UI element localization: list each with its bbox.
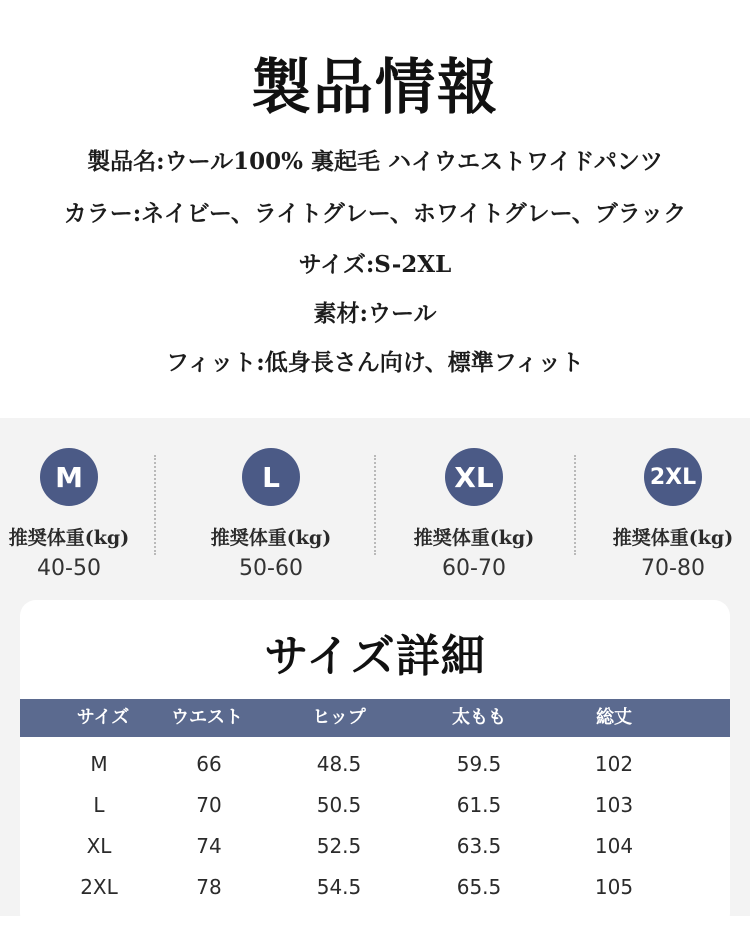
size-guide-l	[196, 448, 346, 581]
info-colors: カラー:ネイビー、ライトグレー、ホワイトグレー、ブラック	[63, 200, 687, 227]
cell-length: 103	[594, 793, 634, 817]
size-badge-xl: XL	[445, 448, 503, 506]
info-product-name: 製品名:ウール100% 裏起毛 ハイウエストワイドパンツ	[87, 148, 663, 175]
table-header	[20, 699, 730, 737]
weight-label: 推奨体重(kg)	[413, 527, 535, 549]
cell-thigh: 61.5	[456, 793, 502, 817]
cell-hip: 52.5	[316, 834, 362, 858]
divider	[154, 455, 156, 555]
column-header-waist: ウエスト	[171, 707, 243, 728]
divider	[374, 455, 376, 555]
cell-thigh: 63.5	[456, 834, 502, 858]
weight-range: 40-50	[37, 556, 101, 581]
size-badge-2xl: 2XL	[644, 448, 702, 506]
cell-thigh: 59.5	[456, 752, 502, 776]
cell-hip: 48.5	[316, 752, 362, 776]
cell-size: XL	[86, 834, 112, 858]
cell-length: 105	[594, 875, 634, 899]
cell-thigh: 65.5	[456, 875, 502, 899]
divider	[574, 455, 576, 555]
column-header-hip: ヒップ	[312, 707, 366, 728]
page-title: 製品情報	[251, 53, 499, 123]
cell-size: M	[90, 752, 108, 776]
weight-label: 推奨体重(kg)	[210, 527, 332, 549]
size-guide-2xl	[598, 448, 748, 581]
info-fit: フィット:低身長さん向け、標準フィット	[166, 349, 584, 376]
cell-hip: 54.5	[316, 875, 362, 899]
weight-range: 50-60	[239, 556, 303, 581]
size-badge-m: M	[40, 448, 98, 506]
cell-waist: 78	[196, 875, 222, 899]
column-header-size: サイズ	[76, 707, 130, 728]
cell-waist: 74	[196, 834, 222, 858]
info-material: 素材:ウール	[313, 300, 437, 327]
size-badge-l: L	[242, 448, 300, 506]
cell-size: L	[93, 793, 105, 817]
cell-length: 102	[594, 752, 634, 776]
column-header-thigh: 太もも	[452, 707, 506, 728]
cell-waist: 66	[196, 752, 222, 776]
size-guide-m	[0, 448, 144, 581]
weight-label: 推奨体重(kg)	[8, 527, 130, 549]
cell-size: 2XL	[80, 875, 118, 899]
size-guide-xl	[399, 448, 549, 581]
info-sizes: サイズ:S-2XL	[298, 251, 452, 278]
cell-hip: 50.5	[316, 793, 362, 817]
size-detail-title: サイズ詳細	[264, 631, 486, 682]
weight-label: 推奨体重(kg)	[612, 527, 734, 549]
cell-waist: 70	[196, 793, 222, 817]
weight-range: 70-80	[641, 556, 705, 581]
cell-length: 104	[594, 834, 634, 858]
weight-range: 60-70	[442, 556, 506, 581]
column-header-length: 総丈	[596, 707, 632, 728]
